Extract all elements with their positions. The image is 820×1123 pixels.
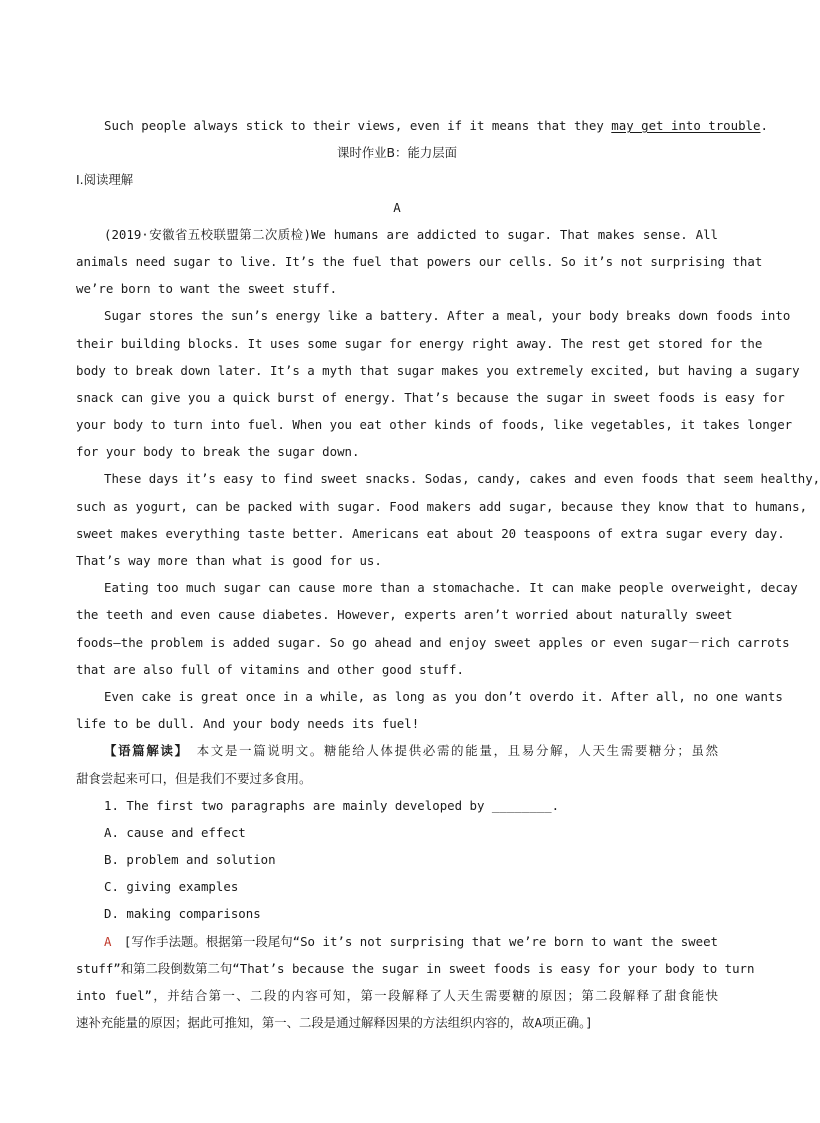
passage-line: their building blocks. It uses some sugar for energy right away. The rest get stored for the [76, 335, 763, 351]
passage-line: Sugar stores the sun’s energy like a battery. After a meal, your body breaks down foods into [104, 308, 791, 324]
option-c: C. giving examples [104, 879, 239, 895]
option-d: D. making comparisons [104, 906, 261, 922]
passage-line: that are also full of vitamins and other good stuff. [76, 661, 464, 677]
passage-line: sweet makes everything taste better. Americans eat about 20 teaspoons of extra sugar every day. [76, 525, 785, 541]
question-stem: 1. The first two paragraphs are mainly developed by ________. [104, 797, 560, 813]
passage-label: A [393, 199, 401, 215]
option-a: A. cause and effect [104, 824, 246, 840]
answer-blank: ________ [491, 797, 552, 813]
answer-line: 速补充能量的原因；据此可推知，第一、二段是通过解释因果的方法组织内容的，故A项正确。] [76, 1015, 593, 1031]
passage-line: animals need sugar to live. It’s the fuel that powers our cells. So it’s not surprising that [76, 253, 763, 269]
answer-line: A [写作手法题。根据第一段尾句“So it’s not surprising that we’re born to want the sweet [104, 933, 718, 949]
answer-line: into fuel”，并结合第一、二段的内容可知，第一段解释了人天生需要糖的原因；第二段解释了甜食能快 [76, 988, 718, 1003]
underlined-phrase: may get into trouble [611, 118, 761, 133]
analysis-label: 【语篇解读】 [104, 743, 183, 759]
answer-line: stuff”和第二段倒数第二句“That’s because the sugar in sweet foods is easy for your body to turn [76, 960, 755, 976]
assignment-title: 课时作业B：能力层面 [336, 145, 458, 161]
passage-line: your body to turn into fuel. When you eat other kinds of foods, like vegetables, it takes longer [76, 417, 793, 433]
page-content [76, 112, 820, 1036]
analysis-line: 甜食尝起来可口，但是我们不要过多食用。 [76, 770, 312, 786]
passage-line: snack can give you a quick burst of energy. That’s because the sugar in sweet foods is easy for [76, 389, 785, 405]
section-heading: Ⅰ.阅读理解 [76, 172, 134, 188]
passage-line: Even cake is great once in a while, as long as you don’t overdo it. After all, no one wants [104, 688, 783, 704]
passage-line: body to break down later. It’s a myth that sugar makes you extremely excited, but having a sugary [76, 362, 800, 378]
passage-line: These days it’s easy to find sweet snacks. Sodas, candy, cakes and even foods that seem healthy, [104, 471, 820, 487]
option-b: B. problem and solution [104, 852, 276, 868]
answer-letter: A [104, 933, 112, 949]
passage-line: for your body to break the sugar down. [76, 444, 360, 460]
passage-line: the teeth and even cause diabetes. However, experts aren’t worried about naturally sweet [76, 607, 733, 623]
passage-line: (2019·安徽省五校联盟第二次质检)We humans are addicted to sugar. That makes sense. All [104, 226, 718, 242]
passage-line: Eating too much sugar can cause more than a stomachache. It can make people overweight, decay [104, 580, 798, 596]
passage-line: That’s way more than what is good for us. [76, 553, 382, 568]
example-sentence: Such people always stick to their views, even if it means that they may get into trouble. [104, 118, 768, 133]
passage-line: foods—the problem is added sugar. So go ahead and enjoy sweet apples or even sugar－rich carrots [76, 634, 790, 650]
analysis-line: 【语篇解读】 本文是一篇说明文。糖能给人体提供必需的能量，且易分解，人天生需要糖分；虽然 [104, 743, 718, 759]
passage-line: life to be dull. And your body needs its fuel! [76, 716, 420, 732]
passage-line: such as yogurt, can be packed with sugar. Food makers add sugar, because they know that to humans, [76, 498, 808, 514]
passage-line: we’re born to want the sweet stuff. [76, 281, 338, 297]
